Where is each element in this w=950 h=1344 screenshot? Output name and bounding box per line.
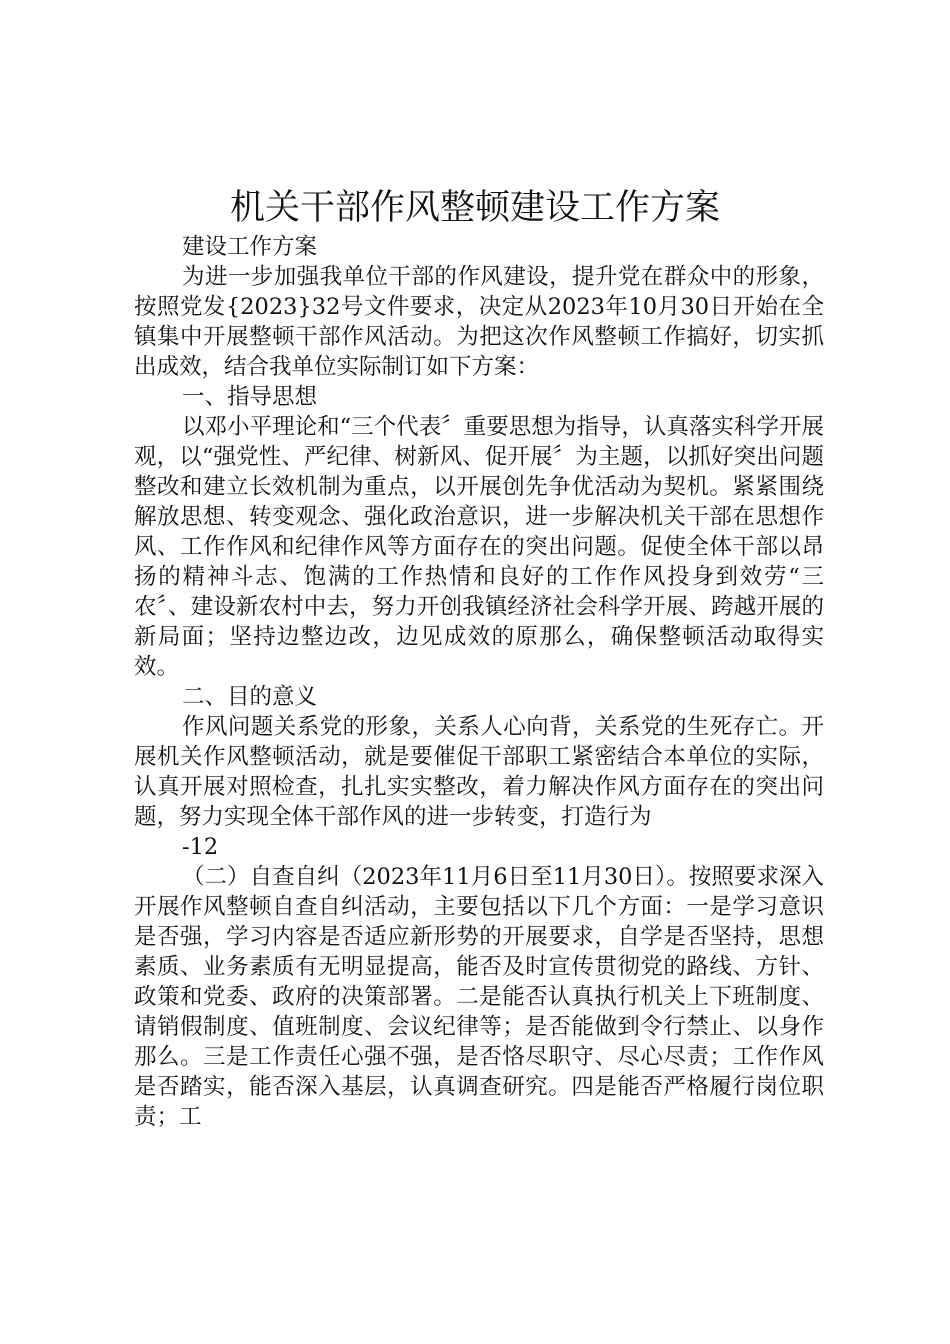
section-heading-purpose: 二、目的意义 <box>182 684 318 710</box>
subtitle: 建设工作方案 <box>182 234 318 260</box>
document-body <box>134 232 824 1132</box>
section-body-self-inspection: （二）自查自纠（2023年11月6日至11月30日）。按照要求深入开展作风整顿自查自纠活动，主要包括以下几个方面：一是学习意识是否强，学习内容是否适应新形势的开展要求，自学是否坚持，思想素质、业务素质有无明显提高，能否及时宣传贯彻党的路线、方针、政策和党委、政府的决策部署。二是能否认真执行机关上下班制度、请销假制度、值班制度、会议纪律等；是否能做到令行禁止、以身作那么。三是工作责任心强不强，是否恪尽职守、尽心尽责；工作作风是否踏实，能否深入基层，认真调查研究。四是能否严格履行岗位职责；工 <box>134 864 824 1130</box>
intro-paragraph: 为进一步加强我单位干部的作风建设，提升党在群众中的形象，按照党发{2023}32号文件要求，决定从2023年10月30日开始在全镇集中开展整顿干部作风活动。为把这次作风整顿工作搞好，切实抓出成效，结合我单位实际制订如下方案： <box>134 264 824 380</box>
section-body-purpose: 作风问题关系党的形象，关系人心向背，关系党的生死存亡。开展机关作风整顿活动，就是要催促干部职工紧密结合本单位的实际，认真开展对照检查，扎扎实实整改，着力解决作风方面存在的突出问题，努力实现全体干部作风的进一步转变，打造行为 <box>134 714 824 830</box>
document-title: 机关干部作风整顿建设工作方案 <box>229 188 720 228</box>
section-heading-guiding-ideology: 一、指导思想 <box>182 384 318 410</box>
section-body-guiding-ideology: 以邓小平理论和“三个代表〞重要思想为指导，认真落实科学开展观，以“强党性、严纪律、树新风、促开展〞为主题，以抓好突出问题整改和建立长效机制为重点，以开展创先争优活动为契机。紧紧围绕解放思想、转变观念、强化政治意识，进一步解决机关干部在思想作风、工作作风和纪律作风等方面存在的突出问题。促使全体干部以昂扬的精神斗志、饱满的工作热情和良好的工作作风投身到效劳“三农〞、建设新农村中去，努力开创我镇经济社会科学开展、跨越开展的新局面；坚持边整边改，边见成效的原那么，确保整顿活动取得实效。 <box>134 414 824 680</box>
page-marker: -12 <box>182 834 219 860</box>
